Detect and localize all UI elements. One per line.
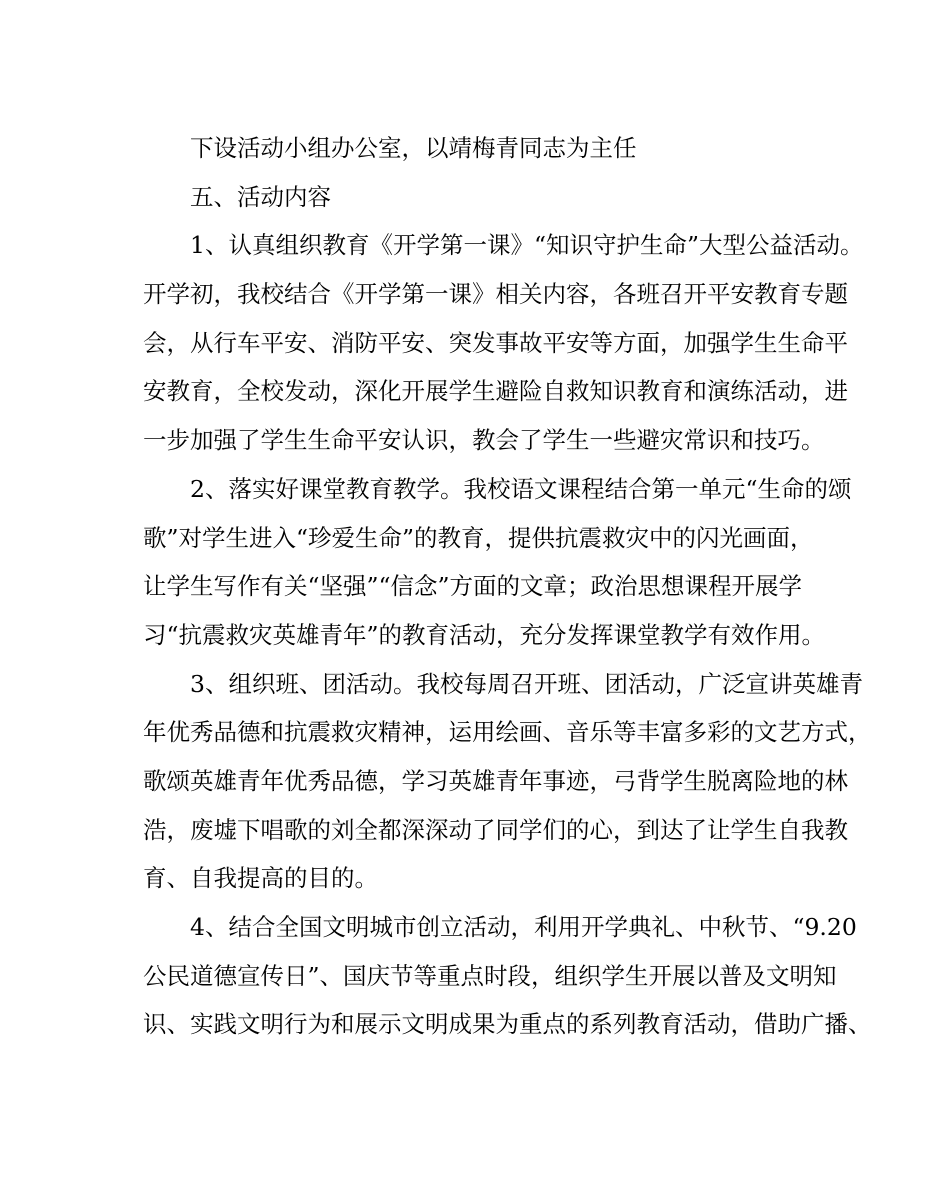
text-line: 下设活动小组办公室，以靖梅青同志为主任 xyxy=(190,134,637,162)
text-line: 公民道德宣传日”、国庆节等重点时段，组织学生开展以普及文明知 xyxy=(143,961,837,990)
text-line: 浩，废墟下唱歌的刘全都深深动了同学们的心，到达了让学生自我教 xyxy=(143,815,848,844)
text-line: 歌颂英雄青年优秀品德，学习英雄青年事迹，弓背学生脱离险地的林 xyxy=(143,766,848,795)
text-line: 会，从行车平安、消防平安、突发事故平安等方面，加强学生生命平 xyxy=(143,328,848,357)
text-line: 习“抗震救灾英雄青年”的教育活动，充分发挥课堂教学有效作用。 xyxy=(143,620,826,649)
text-line: 识、实践文明行为和展示文明成果为重点的系列教育活动，借助广播、 xyxy=(143,1010,872,1039)
document-body xyxy=(143,124,872,1049)
text-line: 4、结合全国文明城市创立活动，利用开学典礼、中秋节、“9.20 xyxy=(190,913,857,941)
text-line: 年优秀品德和抗震救灾精神，运用绘画、音乐等丰富多彩的文艺方式， xyxy=(143,718,872,747)
text-line: 2、落实好课堂教育教学。我校语文课程结合第一单元“生命的颂 xyxy=(190,474,852,503)
text-line: 一步加强了学生生命平安认识，教会了学生一些避灾常识和技巧。 xyxy=(143,426,825,455)
text-line: 歌”对学生进入“珍爱生命”的教育，提供抗震救灾中的闪光画面， xyxy=(143,523,814,552)
section-heading: 五、活动内容 xyxy=(190,182,331,211)
text-line: 3、组织班、团活动。我校每周召开班、团活动，广泛宣讲英雄青 xyxy=(190,669,863,698)
text-line: 安教育，全校发动，深化开展学生避险自救知识教育和演练活动，进 xyxy=(143,377,848,406)
text-line: 开学初，我校结合《开学第一课》相关内容，各班召开平安教育专题 xyxy=(143,280,848,309)
text-line: 1、认真组织教育《开学第一课》“知识守护生命”大型公益活动。 xyxy=(190,231,864,260)
text-line: 让学生写作有关“坚强”“信念”方面的文章；政治思想课程开展学 xyxy=(143,572,803,601)
text-line: 育、自我提高的目的。 xyxy=(143,864,378,893)
